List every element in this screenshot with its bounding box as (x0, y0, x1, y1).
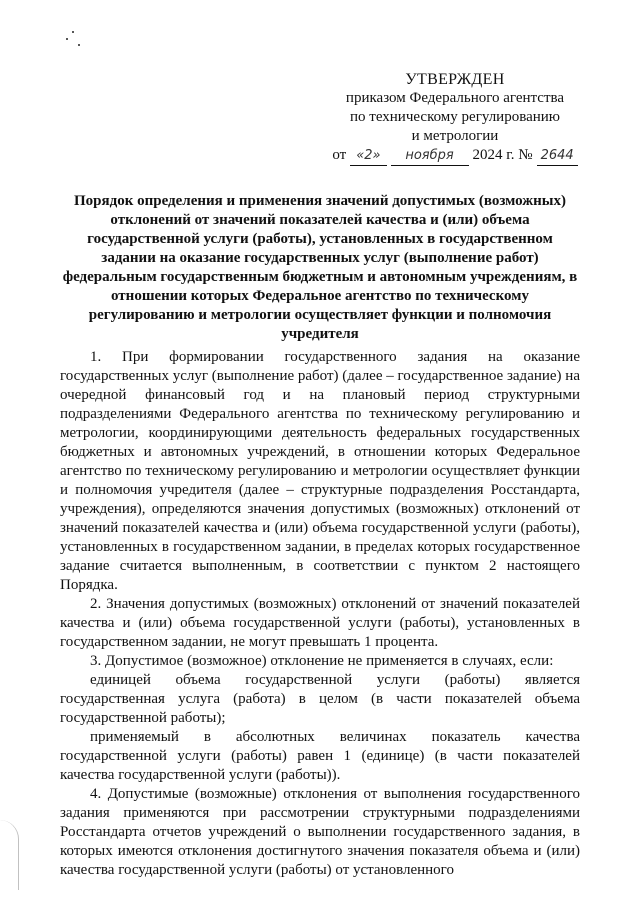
date-day-handwritten: «2» (350, 146, 386, 166)
approval-line: приказом Федерального агентства (345, 90, 565, 106)
scan-speck (72, 31, 74, 33)
scan-edge-mark (0, 820, 19, 890)
list-item: применяемый в абсолютных величинах показатель качества государственной услуги (работы) равен 1 (единице) (в части показателей качества государственной услуги (работы)). (60, 729, 580, 783)
paragraph: 3. Допустимое (возможное) отклонение не применяется в случаях, если: (90, 653, 554, 669)
paragraph: 4. Допустимые (возможные) отклонения от выполнения государственного задания применяются при рассмотрении структурными подразделениями Росстандарта отчетов учреждений о выполнении государственного задания, в которых имеются отклонения достигнутого значения показателя объема и (или) качества государственной услуги (работы) от установленного (60, 786, 580, 878)
approval-line: по техническому регулированию (349, 109, 561, 125)
paragraph: 1. При формировании государственного задания на оказание государственных услуг (выполнение работ) (далее – государственное задание) на очередной финансовый год и на плановый период структурными подразделениями Федерального агентства по техническому регулированию и метрологии, координирующими деятельность федеральных государственных бюджетных и автономных учреждений, в отношении которых Федеральное агентство по техническому регулированию и метрологии осуществляет функции и полномочия учредителя (далее – структурные подразделения Росстандарта, учреждения), определяются значения допустимых (возможных) отклонений от значений показателей качества и (или) объема государственной услуги (работы), установленных в государственном задании, в пределах которых государственное задание считается выполненным, в соответствии с пунктом 2 настоящего Порядка. (60, 349, 580, 593)
scan-speck (66, 38, 68, 40)
date-year: 2024 г. № (472, 147, 533, 163)
order-number-handwritten: 2644 (537, 146, 578, 166)
list-item: единицей объема государственной услуги (работы) является государственная услуга (работа) в целом (в части показателей объема государственной работы); (60, 672, 580, 726)
document-title: Порядок определения и применения значений допустимых (возможных) отклонений от значений показателей качества и (или) объема государственной услуги (работы), установленных в государственном задании на оказание государственных услуг (выполнение работ) федеральным государственным бюджетным и автономным учреждениям, в отношении которых Федеральное агентство по техническому регулированию и метрологии осуществляет функции и полномочия учредителя (62, 193, 578, 342)
scan-speck (78, 44, 80, 46)
document-body (60, 348, 580, 880)
date-month-handwritten: ноября (391, 146, 469, 166)
paragraph: 2. Значения допустимых (возможных) отклонений от значений показателей качества и (или) объема государственной услуги (работы), установленных в государственном задании, не могут превышать 1 процента. (60, 596, 580, 650)
approval-block (330, 70, 580, 166)
approval-stamp: УТВЕРЖДЕН (405, 71, 505, 88)
approval-date-line (330, 146, 580, 166)
date-prefix: от (332, 147, 347, 163)
approval-line: и метрологии (411, 128, 499, 144)
